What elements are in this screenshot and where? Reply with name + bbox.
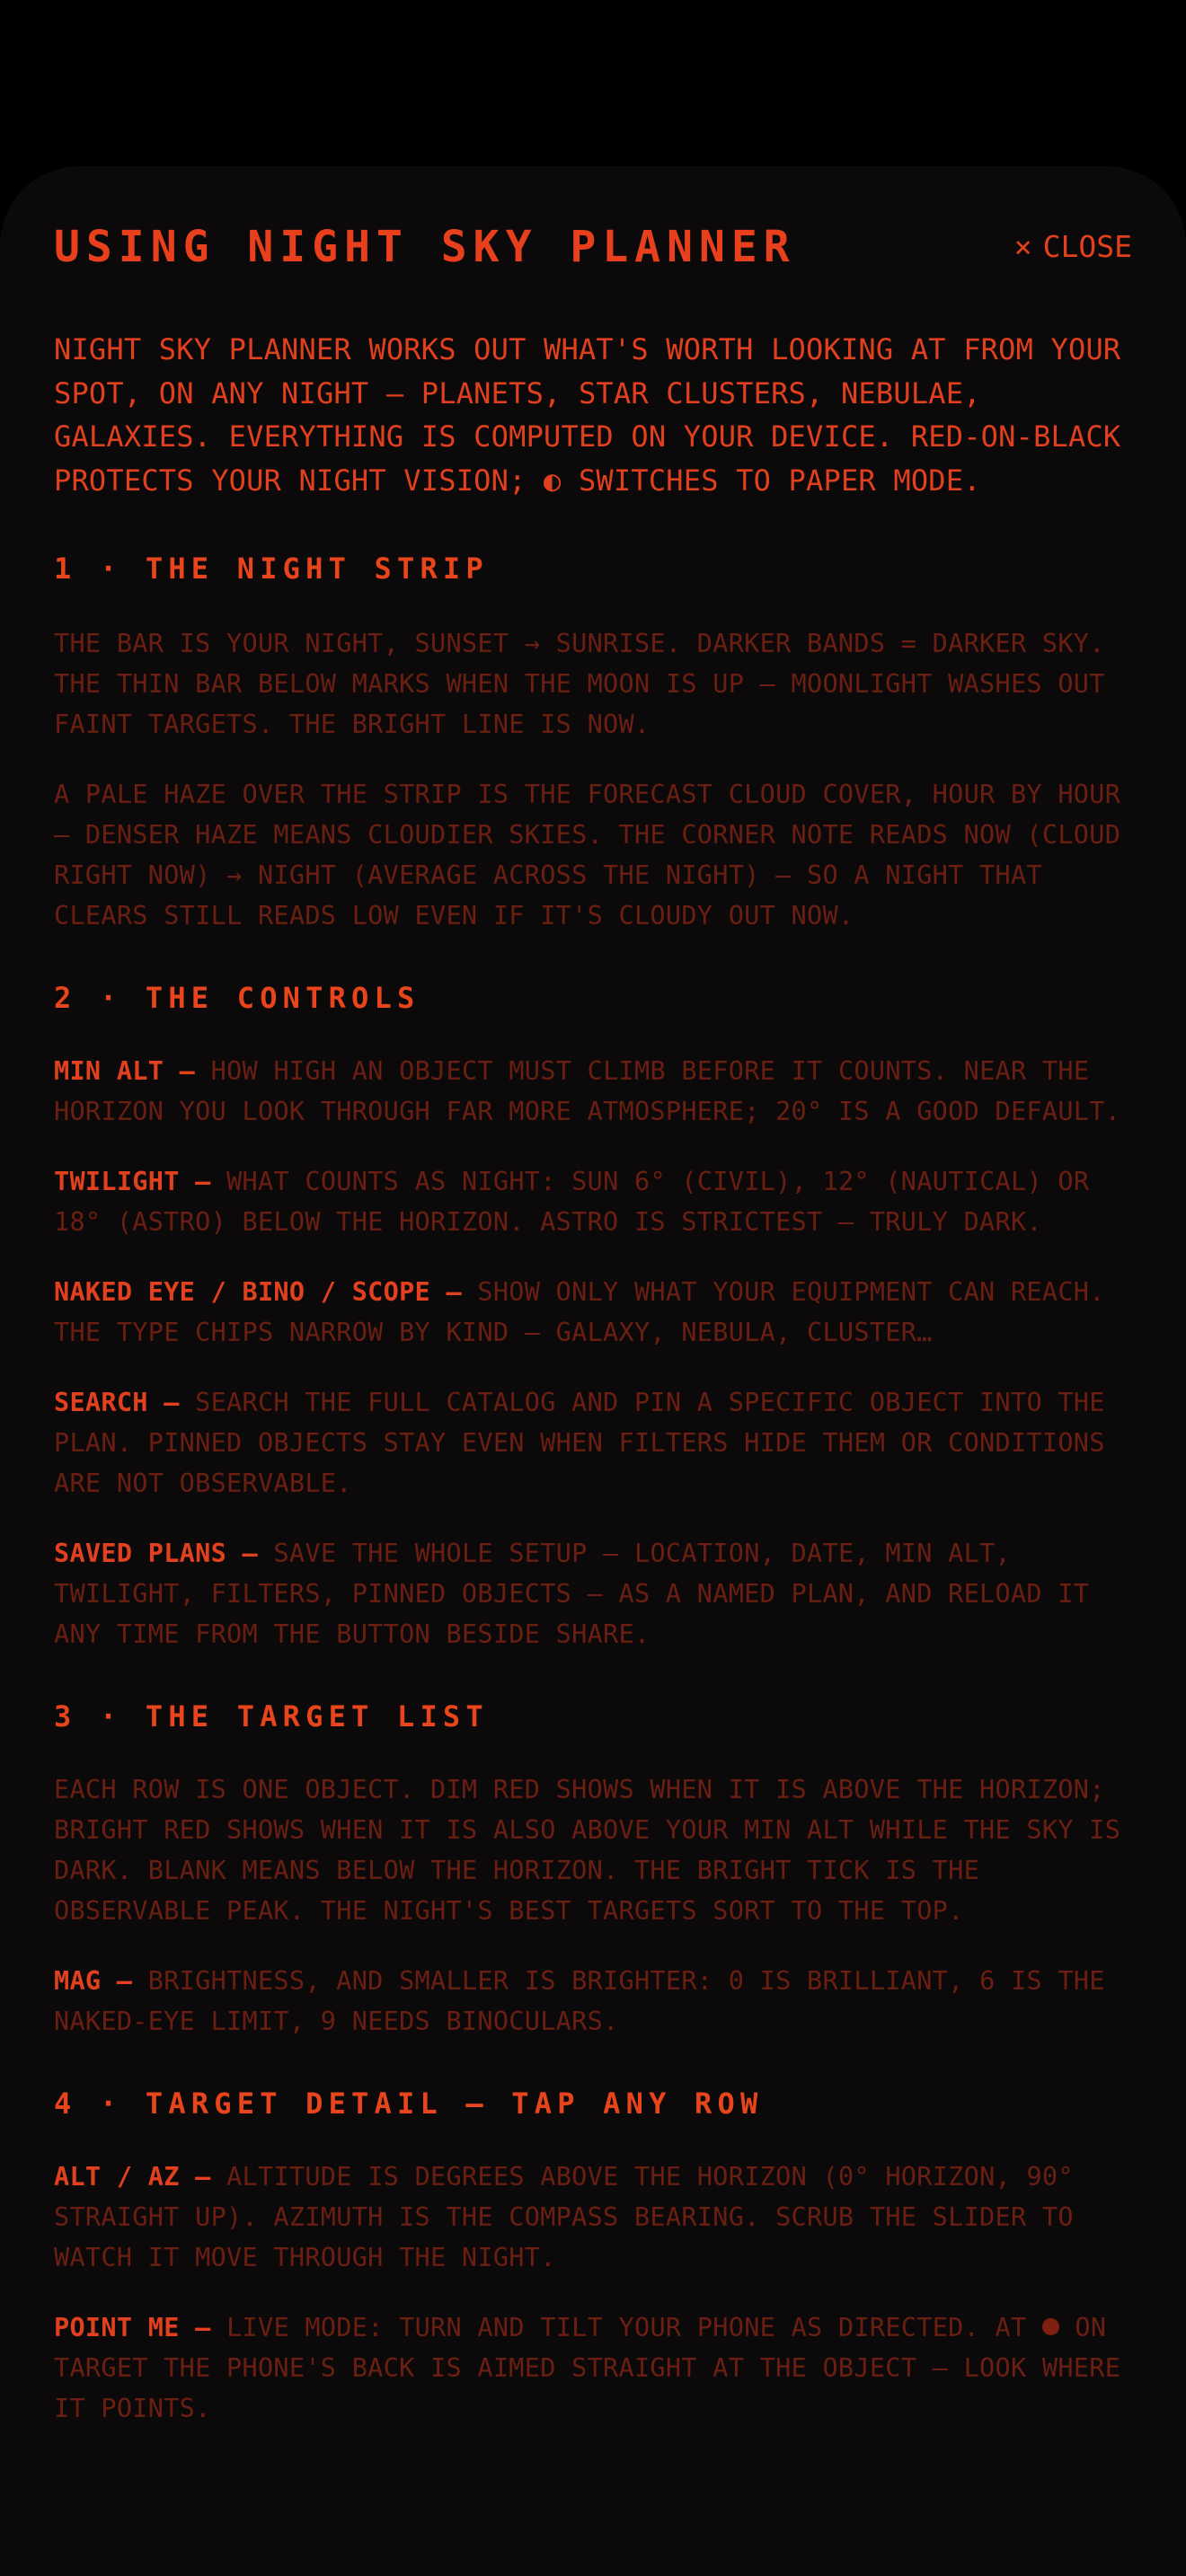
point-me-description: LIVE MODE: TURN AND TILT YOUR PHONE AS DIRECTED. AT — [226, 2313, 1027, 2342]
twilight-paragraph — [54, 1161, 1132, 1242]
mag-term: MAG — — [54, 1966, 133, 1996]
close-icon: × — [1013, 229, 1032, 264]
alt-az-paragraph — [54, 2157, 1132, 2278]
saved-plans-description: SAVE THE WHOLE SETUP — LOCATION, DATE, MIN ALT, TWILIGHT, FILTERS, PINNED OBJECTS — AS A NAMED PLAN, AND RELOAD IT ANY TIME FROM THE BUTTON BESIDE SHARE. — [54, 1539, 1090, 1649]
sheet-title: USING NIGHT SKY PLANNER — [54, 222, 796, 272]
point-me-paragraph — [54, 2307, 1132, 2429]
min-alt-description: HOW HIGH AN OBJECT MUST CLIMB BEFORE IT COUNTS. NEAR THE HORIZON YOU LOOK THROUGH FAR MORE ATMOSPHERE; 20° IS A GOOD DEFAULT. — [54, 1056, 1121, 1126]
mag-paragraph — [54, 1961, 1132, 2042]
mag-description: BRIGHTNESS, AND SMALLER IS BRIGHTER: 0 IS BRILLIANT, 6 IS THE NAKED-EYE LIMIT, 9 NEEDS BINOCULARS. — [54, 1966, 1105, 2036]
section-heading-target-list: 3 · THE TARGET LIST — [54, 1699, 489, 1734]
section-heading-controls: 2 · THE CONTROLS — [54, 981, 420, 1015]
equipment-description: SHOW ONLY WHAT YOUR EQUIPMENT CAN REACH. THE TYPE CHIPS NARROW BY KIND — GALAXY, NEBULA, CLUSTER… — [54, 1277, 1105, 1347]
cloud-cover-paragraph: A PALE HAZE OVER THE STRIP IS THE FORECAST CLOUD COVER, HOUR BY HOUR — DENSER HAZE MEANS CLOUDIER SKIES. THE CORNER NOTE READS NOW (CLOUD RIGHT NOW) → NIGHT (AVERAGE ACROSS THE NIGHT) — SO A NIGHT THAT CLEARS STILL READS LOW EVEN IF IT'S CLOUDY OUT NOW. — [54, 780, 1121, 931]
close-button[interactable] — [1014, 229, 1132, 264]
min-alt-term: MIN ALT — — [54, 1056, 196, 1086]
search-paragraph — [54, 1382, 1132, 1504]
alt-az-description: ALTITUDE IS DEGREES ABOVE THE HORIZON (0° HORIZON, 90° STRAIGHT UP). AZIMUTH IS THE COMPASS BEARING. SCRUB THE SLIDER TO WATCH IT MOVE THROUGH THE NIGHT. — [54, 2162, 1074, 2272]
alt-az-term: ALT / AZ — — [54, 2162, 211, 2192]
intro-text: NIGHT SKY PLANNER WORKS OUT WHAT'S WORTH LOOKING AT FROM YOUR SPOT, ON ANY NIGHT — PLANETS, STAR CLUSTERS, NEBULAE, GALAXIES. EVERYTHING IS COMPUTED ON YOUR DEVICE. RED-ON-BLACK PROTECTS YOUR NIGHT VISION; ◐ SWITCHES TO PAPER MODE. — [54, 332, 1121, 498]
point-me-description-end: ON TARGET THE PHONE'S BACK IS AIMED STRAIGHT AT THE OBJECT — LOOK WHERE IT POINTS. — [54, 2313, 1121, 2423]
twilight-term: TWILIGHT — — [54, 1167, 211, 1196]
sheet-header — [54, 166, 1132, 328]
close-label: CLOSE — [1042, 229, 1132, 264]
help-sheet — [0, 166, 1186, 2576]
equipment-term: NAKED EYE / BINO / SCOPE — — [54, 1277, 462, 1307]
saved-plans-paragraph — [54, 1533, 1132, 1654]
section-heading-night-strip: 1 · THE NIGHT STRIP — [54, 551, 489, 586]
equipment-paragraph — [54, 1272, 1132, 1353]
point-me-term: POINT ME — — [54, 2313, 211, 2342]
section-heading-target-detail: 4 · TARGET DETAIL — TAP ANY ROW — [54, 2086, 764, 2121]
search-term: SEARCH — — [54, 1388, 180, 1417]
twilight-description: WHAT COUNTS AS NIGHT: SUN 6° (CIVIL), 12° (NAUTICAL) OR 18° (ASTRO) BELOW THE HORIZON. ASTRO IS STRICTEST — TRULY DARK. — [54, 1167, 1090, 1237]
saved-plans-term: SAVED PLANS — — [54, 1539, 258, 1568]
min-alt-paragraph — [54, 1051, 1132, 1132]
target-dot-icon — [1042, 2318, 1059, 2335]
night-strip-paragraph: THE BAR IS YOUR NIGHT, SUNSET → SUNRISE. DARKER BANDS = DARKER SKY. THE THIN BAR BELOW MARKS WHEN THE MOON IS UP — MOONLIGHT WASHES OUT FAINT TARGETS. THE BRIGHT LINE IS NOW. — [54, 629, 1105, 739]
search-description: SEARCH THE FULL CATALOG AND PIN A SPECIFIC OBJECT INTO THE PLAN. PINNED OBJECTS STAY EVEN WHEN FILTERS HIDE THEM OR CONDITIONS ARE NOT OBSERVABLE. — [54, 1388, 1105, 1498]
target-list-paragraph: EACH ROW IS ONE OBJECT. DIM RED SHOWS WHEN IT IS ABOVE THE HORIZON; BRIGHT RED SHOWS WHEN IT IS ALSO ABOVE YOUR MIN ALT WHILE THE SKY IS DARK. BLANK MEANS BELOW THE HORIZON. THE BRIGHT TICK IS THE OBSERVABLE PEAK. THE NIGHT'S BEST TARGETS SORT TO THE TOP. — [54, 1775, 1121, 1926]
